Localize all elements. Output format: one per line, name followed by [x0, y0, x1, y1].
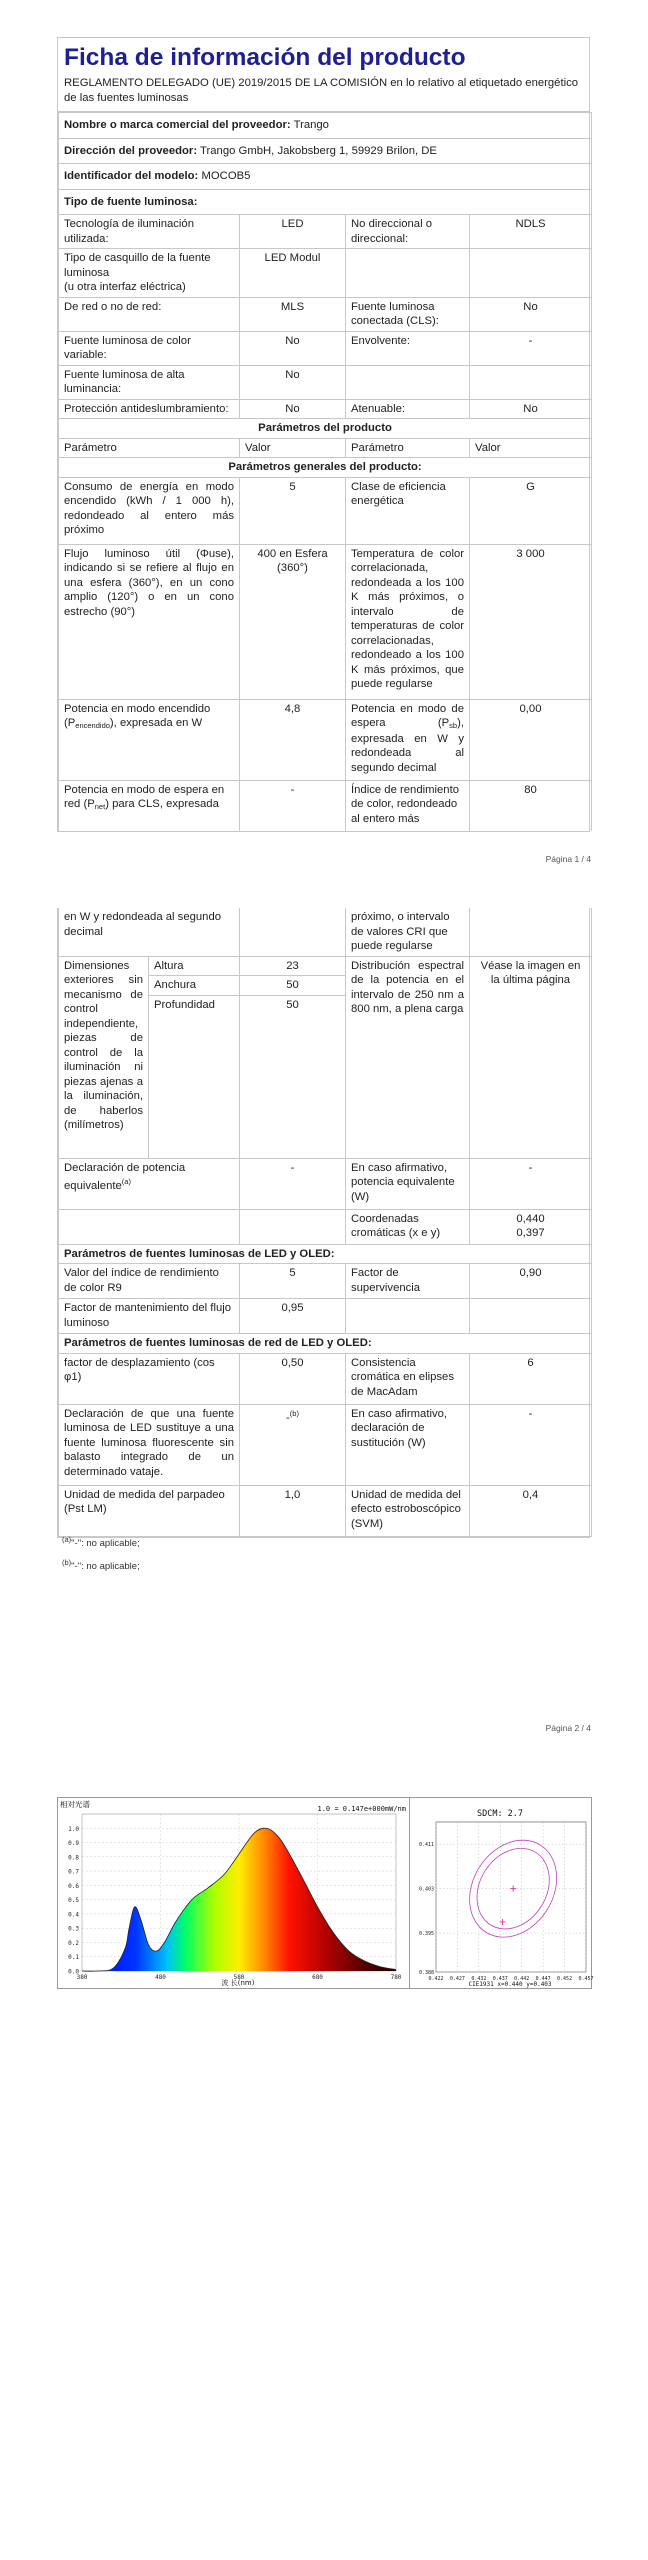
equivalent-power-row: [59, 1158, 592, 1209]
cell-value: 1,0: [240, 1485, 346, 1536]
supplier-label: Nombre o marca comercial del proveedor:: [64, 119, 291, 131]
page-2: [0, 872, 648, 1744]
dim-name: Profundidad: [149, 995, 240, 1158]
footnote-a: [62, 1530, 140, 1553]
cell-label: En caso afirmativo, declaración de sustitución (W): [346, 1404, 470, 1485]
spectrum-area: [82, 1828, 396, 1971]
r9-row: [59, 1264, 592, 1299]
cell-value: -: [240, 1158, 346, 1209]
footnote-b: [62, 1553, 140, 1576]
cell-label: Protección antideslumbramiento:: [59, 399, 240, 419]
cos-phi-row: [59, 1353, 592, 1404]
cell-value: No: [470, 399, 592, 419]
regulation-intro: REGLAMENTO DELEGADO (UE) 2019/2015 DE LA COMISIÓN en lo relativo al etiquetado energético de las fuentes luminosas: [58, 74, 589, 112]
cell-label: Valor del índice de rendimiento de color R9: [59, 1264, 240, 1299]
cell-label: factor de desplazamiento (cos φ1): [59, 1353, 240, 1404]
cell-empty: [346, 365, 470, 399]
spectrum-chart: [57, 1797, 411, 1989]
replacement-row: [59, 1404, 592, 1485]
on-mode-power-row: [59, 699, 592, 780]
column-header-row: [59, 438, 592, 458]
cap-type-row: [59, 249, 592, 298]
col-header: Parámetro: [59, 438, 240, 458]
address-row: [59, 138, 592, 164]
cell-value: No: [470, 297, 592, 331]
cell-label: Envolvente:: [346, 331, 470, 365]
label-part: ) para CLS, expresada: [105, 798, 219, 810]
spectrum-xtick-label: 780: [390, 1974, 402, 1981]
spectrum-ytick-label: 0.0: [68, 1968, 79, 1976]
cell-value: NDLS: [470, 215, 592, 249]
cell-label: Factor de supervivencia: [346, 1264, 470, 1299]
address-value: Trango GmbH, Jakobsberg 1, 59929 Brilon, DE: [200, 144, 437, 157]
macadam-ellipse-chart: [409, 1797, 592, 1989]
cell-empty: [470, 1299, 592, 1334]
spectrum-chart-svg: [58, 1798, 410, 1988]
maintenance-row: [59, 1299, 592, 1334]
model-label: Identificador del modelo:: [64, 170, 199, 182]
cell-label: En caso afirmativo, potencia equivalente (W): [346, 1158, 470, 1209]
cell-empty: [470, 908, 592, 956]
cell-value: No: [240, 365, 346, 399]
label-part: ), expresada en W y redondeada al segundo decimal: [351, 717, 464, 774]
type-heading-row: [59, 189, 592, 215]
cell-value: -: [240, 780, 346, 831]
col-header: Valor: [240, 438, 346, 458]
cell-label: No direccional o direccional:: [346, 215, 470, 249]
ellipse-xtick-label: 0.452: [557, 1976, 573, 1982]
ellipse-title: SDCM: 2.7: [476, 1809, 524, 1819]
footnote-mark: (b): [62, 1558, 72, 1568]
cell-value: -: [286, 1411, 290, 1424]
spectrum-ytick-label: 0.6: [68, 1882, 79, 1890]
cell-empty: [59, 1209, 240, 1244]
cell-label: Temperatura de color correlacionada, redondeada a los 100 K más próximos, o intervalo de temperaturas de color correlacionadas, redondeado a los 100 K más próximos, que puede regularse: [346, 544, 470, 699]
dim-value: 50: [240, 976, 346, 996]
params-heading: Parámetros del producto: [59, 419, 592, 439]
cell-label: Consumo de energía en modo encendido (kWh / 1 000 h), redondeado al entero más próximo: [59, 477, 240, 544]
spectrum-ytick-label: 0.1: [68, 1954, 79, 1962]
cell-value: G: [470, 477, 592, 544]
chromaticity-values: [470, 1209, 592, 1244]
page-number: Página 1 / 4: [545, 854, 591, 864]
coord-y: 0,397: [516, 1227, 545, 1239]
page-3: [0, 1744, 648, 2560]
cell-value: 400 en Esfera (360°): [240, 544, 346, 699]
cell-value: 3 000: [470, 544, 592, 699]
cell-label: en W y redondeada al segundo decimal: [59, 908, 240, 956]
ellipse-xtick-label: 0.447: [535, 1976, 551, 1982]
supplier-value: Trango: [293, 119, 329, 131]
label-part: Potencia en modo encendido (P: [64, 702, 211, 729]
ellipse-caption: CIE1931 x=0.440 y=0.403: [468, 1981, 552, 1988]
label-part: Declaración de potencia equivalente: [64, 1161, 186, 1192]
net-heading-row: [59, 1334, 592, 1354]
cell-empty: [346, 1299, 470, 1334]
general-heading-row: [59, 458, 592, 478]
cell-empty: [240, 908, 346, 956]
label-subscript: net: [94, 802, 106, 811]
dimensions-label: Dimensiones exteriores sin mecanismo de control independiente, piezas de control de la iluminación ni piezas ajenas a la iluminación, de haberlos (milímetros): [59, 956, 149, 1158]
footnote-text: "-": no aplicable;: [71, 1561, 140, 1573]
footnote-mark: (b): [289, 1408, 299, 1418]
spectrum-ytick-label: 0.8: [68, 1854, 79, 1862]
label-subscript: encendido: [75, 721, 110, 730]
cell-label: Coordenadas cromáticas (x e y): [346, 1209, 470, 1244]
cell-label: próximo, o intervalo de valores CRI que puede regularse: [346, 908, 470, 956]
cell-value: LED Modul: [240, 249, 346, 298]
spectrum-ylabel: 相对光谱: [60, 1800, 90, 1809]
ellipse-plot-frame: [436, 1822, 586, 1972]
page-1: [0, 0, 648, 872]
chromaticity-row: [59, 1209, 592, 1244]
cell-label: Fuente luminosa conectada (CLS):: [346, 297, 470, 331]
supplier-row: [59, 113, 592, 139]
anti-glare-row: [59, 399, 592, 419]
spectrum-ytick-label: 0.4: [68, 1911, 79, 1919]
cell-empty: [470, 249, 592, 298]
cell-label: Tecnología de iluminación utilizada:: [59, 215, 240, 249]
col-header: Parámetro: [346, 438, 470, 458]
spectrum-xtick-label: 680: [312, 1974, 323, 1981]
col-header: Valor: [470, 438, 592, 458]
params-heading-row: [59, 419, 592, 439]
cell-empty: [346, 249, 470, 298]
spd-value: Véase la imagen en la última página: [470, 956, 592, 1158]
spectrum-xtick-label: 380: [76, 1974, 88, 1981]
ellipse-ytick-label: 0.395: [418, 1931, 434, 1938]
led-heading: Parámetros de fuentes luminosas de LED y OLED:: [59, 1244, 592, 1264]
cell-value: 6: [470, 1353, 592, 1404]
cell-value: 5: [240, 477, 346, 544]
cell-label: Unidad de medida del efecto estroboscópico (SVM): [346, 1485, 470, 1536]
footnote-text: "-": no aplicable;: [71, 1538, 140, 1550]
cell-label: Clase de eficiencia energética: [346, 477, 470, 544]
coord-x: 0,440: [516, 1212, 545, 1225]
cell-empty: [240, 1209, 346, 1244]
spectrum-ytick-label: 0.5: [68, 1897, 79, 1905]
cell-label: Fuente luminosa de alta luminancia:: [59, 365, 240, 399]
cell-value: 0,4: [470, 1485, 592, 1536]
cell-value: -: [470, 1404, 592, 1485]
dimensions-row: [59, 956, 592, 976]
replacement-value: [240, 1404, 346, 1485]
cell-label: Fuente luminosa de color variable:: [59, 331, 240, 365]
cell-value: 0,50: [240, 1353, 346, 1404]
cell-value: 0,90: [470, 1264, 592, 1299]
flux-row: [59, 544, 592, 699]
info-sheet-page-2: [57, 908, 590, 1538]
cell-label: Factor de mantenimiento del flujo luminoso: [59, 1299, 240, 1334]
dim-name: Altura: [149, 956, 240, 976]
energy-row: [59, 477, 592, 544]
cap-type-label: [59, 249, 240, 298]
cap-type-label-note: (u otra interfaz eléctrica): [64, 281, 186, 293]
cell-label: De red o no de red:: [59, 297, 240, 331]
spectrum-ytick-label: 0.3: [68, 1925, 79, 1933]
cell-value: 0,00: [470, 699, 592, 780]
cell-label: Atenuable:: [346, 399, 470, 419]
on-mode-power-label: [59, 699, 240, 780]
spectrum-xtick-label: 480: [155, 1974, 166, 1981]
technology-row: [59, 215, 592, 249]
type-heading: Tipo de fuente luminosa:: [59, 189, 592, 215]
dim-value: 23: [240, 956, 346, 976]
cell-label: Declaración de que una fuente luminosa de LED sustituye a una fuente luminosa fluorescente sin balasto integrado de un determinado vataje.: [59, 1404, 240, 1485]
footnotes: [62, 1530, 140, 1576]
address-label: Dirección del proveedor:: [64, 144, 198, 157]
ellipse-ytick-label: 0.403: [418, 1886, 434, 1893]
cell-label: Índice de rendimiento de color, redondeado al entero más: [346, 780, 470, 831]
spectrum-ytick-label: 0.2: [68, 1939, 79, 1947]
dim-value: 50: [240, 995, 346, 1158]
ellipse-ytick-label: 0.388: [418, 1970, 434, 1976]
ellipse-xtick-label: 0.457: [578, 1976, 594, 1982]
spectrum-ytick-label: 1.0: [68, 1825, 79, 1833]
ellipse-xtick-label: 0.422: [428, 1976, 444, 1982]
general-heading: Parámetros generales del producto:: [59, 458, 592, 478]
label-part: Potencia en modo de espera en red (P: [64, 783, 225, 810]
cell-label: Flujo luminoso útil (Φuse), indicando si se refiere al flujo en una esfera (360°), en un cono amplio (120°) o en un cono estrecho (90°): [59, 544, 240, 699]
cell-label: Unidad de medida del parpadeo (Pst LM): [59, 1485, 240, 1536]
model-value: MOCOB5: [201, 170, 251, 182]
spectrum-ytick-label: 0.7: [68, 1868, 79, 1876]
cell-empty: [470, 365, 592, 399]
cell-value: 4,8: [240, 699, 346, 780]
cell-value: 0,95: [240, 1299, 346, 1334]
network-standby-label: [59, 780, 240, 831]
cell-value: MLS: [240, 297, 346, 331]
led-heading-row: [59, 1244, 592, 1264]
high-luminance-row: [59, 365, 592, 399]
network-standby-row: [59, 780, 592, 831]
net-heading: Parámetros de fuentes luminosas de red de LED y OLED:: [59, 1334, 592, 1354]
spectrum-ytick-label: 0.9: [68, 1840, 79, 1848]
ellipse-ytick-label: 0.411: [418, 1842, 434, 1849]
page-number: Página 2 / 4: [545, 1723, 591, 1733]
cell-label: Consistencia cromática en elipses de MacAdam: [346, 1353, 470, 1404]
spectrum-legend: 1.0 = 0.147e+000mW/nm: [317, 1805, 406, 1813]
flicker-row: [59, 1485, 592, 1536]
continuation-row: [59, 908, 592, 956]
spectrum-xtick-label: 580: [233, 1974, 245, 1981]
cell-value: 5: [240, 1264, 346, 1299]
footnote-mark: (a): [121, 1177, 131, 1186]
model-row: [59, 164, 592, 190]
footnote-mark: (a): [62, 1535, 72, 1544]
cell-value: No: [240, 399, 346, 419]
mains-row: [59, 297, 592, 331]
product-info-table-cont: [58, 908, 592, 1537]
color-tunable-row: [59, 331, 592, 365]
label-part: Potencia en modo de espera (P: [351, 702, 464, 729]
info-sheet-page-1: [57, 37, 590, 832]
ellipse-xtick-label: 0.437: [492, 1976, 508, 1982]
ellipse-xtick-label: 0.442: [514, 1976, 530, 1982]
page-title: Ficha de información del producto: [64, 44, 466, 71]
cap-type-label-main: Tipo de casquillo de la fuente luminosa: [64, 252, 211, 279]
ellipse-xtick-label: 0.427: [449, 1976, 465, 1982]
dim-name: Anchura: [149, 976, 240, 996]
spd-label: Distribución espectral de la potencia en el intervalo de 250 nm a 800 nm, a plena carga: [346, 956, 470, 1158]
macadam-ellipse-svg: [410, 1798, 594, 1988]
ellipse-xtick-label: 0.432: [471, 1976, 487, 1982]
cell-value: LED: [240, 215, 346, 249]
spectrum-xlabel: 波 长(nm): [221, 1979, 255, 1987]
cell-value: No: [240, 331, 346, 365]
product-info-table: [58, 112, 592, 831]
cell-value: -: [470, 331, 592, 365]
label-subscript: sb: [449, 721, 458, 730]
cell-value: -: [470, 1158, 592, 1209]
cell-value: 80: [470, 780, 592, 831]
equivalent-label: [59, 1158, 240, 1209]
label-part: ), expresada en W: [109, 717, 203, 729]
standby-power-label: [346, 699, 470, 780]
